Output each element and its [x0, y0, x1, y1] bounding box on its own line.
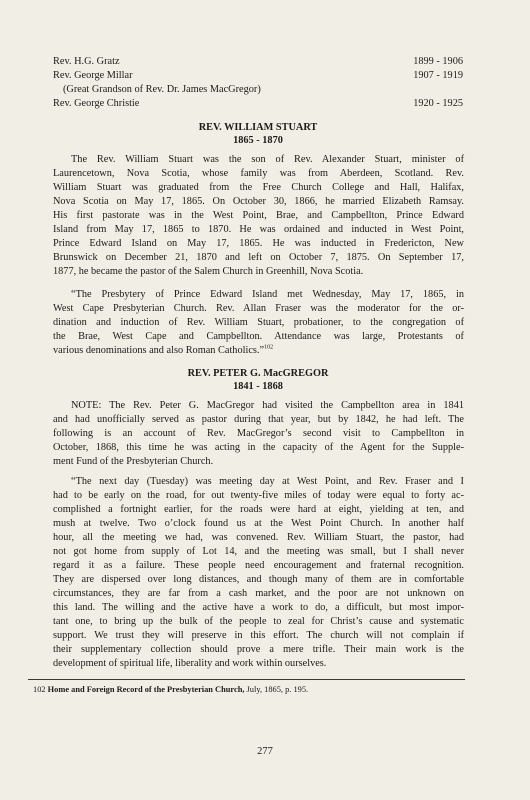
footnote-source: Home and Foreign Record of the Presbyterian Church, [47, 685, 245, 694]
text-line: Island from May 17, 1865 to 1870. He was ordained and inducted in West Point, [53, 224, 464, 235]
page-number: 277 [257, 746, 273, 757]
quote-end-text: various denominations and also Roman Catholics.” [53, 345, 265, 356]
list-item [53, 97, 463, 111]
text-line: the Brae, West Cape and Campbellton. Attendance was large, Protestants of [53, 331, 464, 342]
text-line: They are dispersed over long distances, and though many of them are in comfortable [53, 574, 464, 585]
paragraph [53, 475, 464, 671]
text-line: His first pastorate was in the West Point, Brae, and Campbellton, Prince Edward [53, 210, 464, 221]
text-line: dination and induction of Rev. William Stuart, probationer, to the congregation of [53, 317, 464, 328]
section-dates: 1841 - 1868 [233, 381, 283, 392]
text-line: The Rev. William Stuart was the son of Rev. Alexander Stuart, minister of [71, 154, 464, 165]
text-line: ment Fund of the Presbyterian Church. [53, 456, 214, 467]
footnote-number: 102 [33, 685, 46, 694]
footnote-ref: 102 [264, 344, 274, 351]
text-line: and had unofficially served as pastor during that year, but by 1842, he had left. The [53, 414, 464, 425]
text-line: complished a fortnight earlier, for the roads were hard at eight, yielding at ten, and [53, 504, 464, 515]
minister-note: (Great Grandson of Rev. Dr. James MacGregor) [63, 84, 261, 95]
text-line: had to be early on the road, for out twenty-five miles of today were equal to forty ac- [53, 490, 464, 501]
minister-years: 1907 - 1919 [413, 70, 463, 81]
text-line: mush at twelve. Two o’clock found us at the West Point Church. In another half [53, 518, 464, 529]
minister-name: Rev. George Millar [53, 70, 133, 81]
paragraph [53, 399, 464, 469]
text-line: Brunswick on December 21, 1870 and left on October 7, 1875. On September 17, [53, 252, 464, 263]
list-item [53, 69, 463, 83]
text-line: Laurencetown, Nova Scotia, whose family was from Aberdeen, Scotland. Rev. [53, 168, 464, 179]
text-line: William Stuart was graduated from the Free Church College and Hall, Halifax, [53, 182, 464, 193]
section-title: REV. WILLIAM STUART [198, 122, 318, 133]
text-line: development of spiritual life, liberality and work within ourselves. [53, 658, 327, 669]
section-heading [53, 121, 463, 147]
section-title: REV. PETER G. MacGREGOR [187, 368, 329, 379]
text-line: October, 1868, this time he was acting in the capacity of the Agent for the Supple- [53, 442, 464, 453]
text-line: this land. The willing and the active have a work to do, a difficult, but most impor- [53, 602, 464, 613]
paragraph [53, 153, 464, 279]
footnote-details: July, 1865, p. 195. [246, 685, 309, 694]
section-dates: 1865 - 1870 [233, 135, 283, 146]
text-line: hour, all the meeting we had, was convened. Rev. William Stuart, the pastor, had [53, 532, 464, 543]
text-line: tant one, to bring up the bulk of the people to zeal for Christ’s cause and systematic [53, 616, 464, 627]
text-line [53, 344, 464, 358]
minister-years: 1899 - 1906 [413, 56, 463, 67]
text-line: “The next day (Tuesday) was meeting day at West Point, and Rev. Fraser and I [71, 476, 464, 487]
footnote [33, 684, 308, 695]
text-line: Nova Scotia on May 17, 1865. On October 30, 1866, he married Elizabeth Ramsay. [53, 196, 464, 207]
text-line: “The Presbytery of Prince Edward Island met Wednesday, May 17, 1865, in [71, 289, 464, 300]
text-line: support. We trust they will preserve in this effort. The church will not complain if [53, 630, 464, 641]
list-item [53, 83, 463, 97]
text-line: 1877, he became the pastor of the Salem Church in Greenhill, Nova Scotia. [53, 266, 364, 277]
paragraph [53, 288, 464, 358]
section-heading [53, 367, 463, 393]
text-line: circumstances, they are far from a cash market, and the poor are not unknown on [53, 588, 464, 599]
minister-name: Rev. George Christie [53, 98, 140, 109]
text-line: their supplementary collection should prove a mere trifle. Their main work is the [53, 644, 464, 655]
footnote-divider [28, 679, 465, 680]
minister-name: Rev. H.G. Gratz [53, 56, 120, 67]
list-item [53, 55, 463, 69]
text-line: NOTE: The Rev. Peter G. MacGregor had visited the Campbellton area in 1841 [71, 400, 464, 411]
text-line: following is an account of Rev. MacGregor’s second visit to Campbellton in [53, 428, 464, 439]
text-line: Prince Edward Island on May 17, 1865. He was inducted in Fredericton, New [53, 238, 464, 249]
text-line: regard it as a failure. These people need encouragement and fraternal recognition. [53, 560, 464, 571]
ministers-list [53, 55, 463, 111]
text-line: not got home from supply of Lot 14, and the meeting was small, but I shall never [53, 546, 464, 557]
minister-years: 1920 - 1925 [413, 98, 463, 109]
text-line: West Cape Presbyterian Church. Rev. Allan Fraser was the moderator for the or- [53, 303, 464, 314]
